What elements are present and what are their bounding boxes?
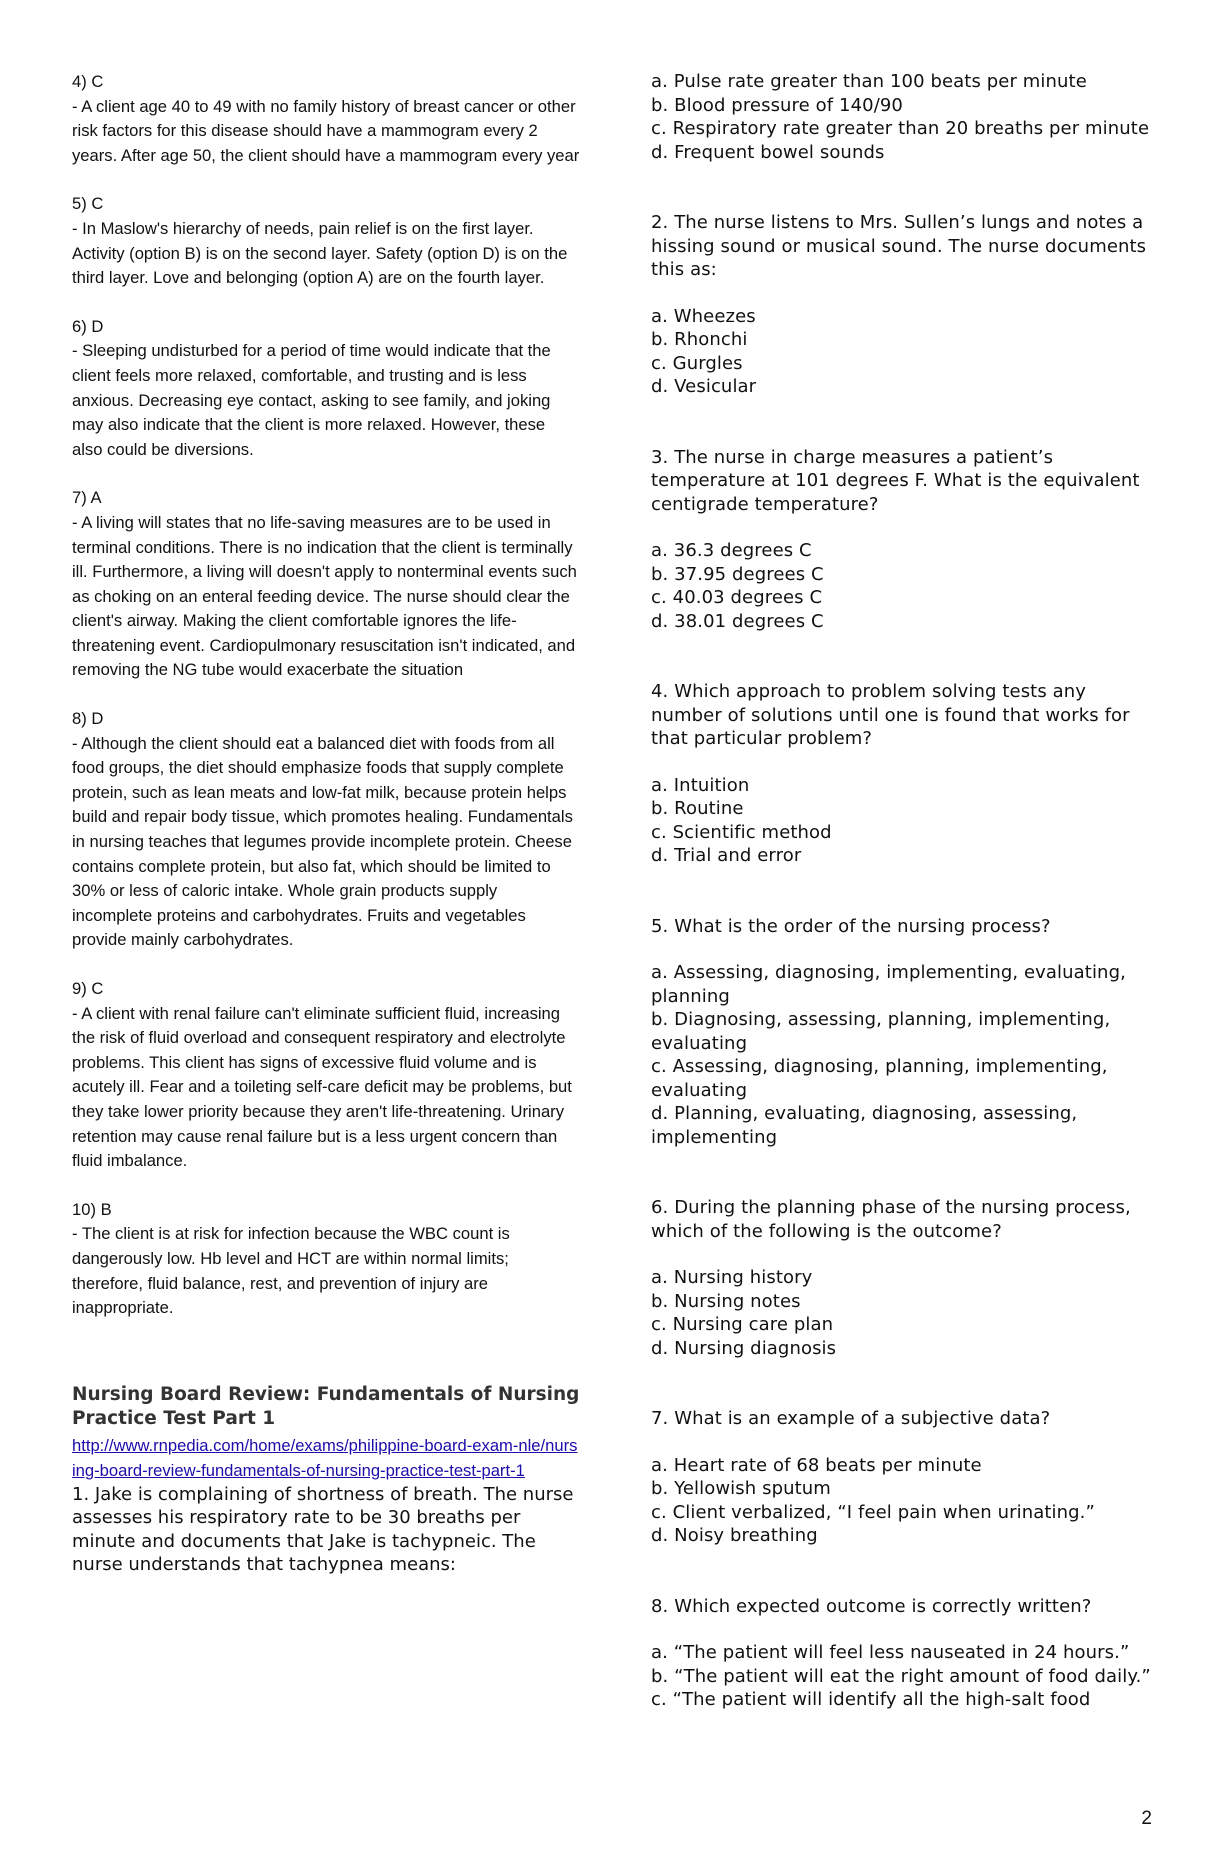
answer-rationale: - Although the client should eat a balanced diet with foods from all food groups, the diet should emphasize foods that supply complete protein, such as lean meats and low-fat milk, because protein helps build and repair body tissue, which promotes healing. Fundamentals in nursing teaches that legumes provide incomplete protein. Cheese contains complete protein, but also fat, which should be limited to 30% or less of caloric intake. Whole grain products supply incomplete proteins and carbohydrates. Fruits and vegetables provide mainly carbohydrates. (72, 733, 573, 950)
answer-rationale: - The client is at risk for infection because the WBC count is dangerously low. Hb level and HCT are within normal limits; therefore, fluid balance, rest, and prevention of injury are inappropriate. (72, 1224, 510, 1318)
answer-4 (72, 70, 580, 168)
answer-rationale: - In Maslow's hierarchy of needs, pain relief is on the first layer. Activity (option B) is on the second layer. Safety (option D) is on the third layer. Love and belonging (option A) are on the fourth layer. (72, 218, 568, 288)
section-title: Nursing Board Review: Fundamentals of Nursing Practice Test Part 1 (72, 1383, 580, 1429)
question-4 (651, 680, 1161, 868)
question-text: 6. During the planning phase of the nursing process, which of the following is the outcome? (651, 1197, 1131, 1242)
option: c. Client verbalized, “I feel pain when urinating.” (651, 1501, 1095, 1523)
option: d. Trial and error (651, 845, 802, 866)
question-text: 3. The nurse in charge measures a patient’s temperature at 101 degrees F. What is the equivalent centigrade temperature? (651, 446, 1140, 515)
option: c. Gurgles (651, 352, 743, 374)
answer-rationale: - A client with renal failure can't eliminate sufficient fluid, increasing the risk of fluid overload and consequent respiratory and electrolyte problems. This client has signs of excessive fluid volume and is acutely ill. Fear and a toileting self-care deficit may be problems, but they take lower priority because they aren't life-threatening. Urinary retention may cause renal failure but is a less urgent concern than fluid imbalance. (72, 1003, 572, 1171)
answers-column (72, 70, 580, 1577)
question-5 (651, 915, 1161, 1150)
option: a. Wheezes (651, 305, 756, 327)
answer-5 (72, 192, 580, 290)
option: d. Frequent bowel sounds (651, 141, 885, 163)
answer-label: 4) C (72, 72, 104, 91)
option: c. Assessing, diagnosing, planning, implementing, evaluating (651, 1056, 1108, 1101)
question-text: 5. What is the order of the nursing process? (651, 915, 1051, 937)
answer-label: 6) D (72, 316, 104, 336)
option: b. 37.95 degrees C (651, 563, 824, 585)
question-options (651, 539, 1161, 633)
question-1-options (651, 70, 1161, 164)
option: b. “The patient will eat the right amount of food daily.” (651, 1665, 1151, 1687)
answer-9 (72, 977, 580, 1174)
questions-column (651, 70, 1161, 1759)
option: a. Intuition (651, 774, 750, 796)
answer-6 (72, 315, 580, 463)
source-link[interactable]: http://www.rnpedia.com/home/exams/philippine-board-exam-nle/nursing-board-review-fundamentals-of-nursing-practice-test-part-1 (72, 1435, 578, 1480)
answer-rationale: - Sleeping undisturbed for a period of time would indicate that the client feels more relaxed, comfortable, and trusting and is less anxious. Decreasing eye contact, asking to see family, and joking may also indicate that the client is more relaxed. However, these also could be diversions. (72, 341, 551, 459)
option: b. Nursing notes (651, 1290, 801, 1312)
option: c. Nursing care plan (651, 1314, 834, 1335)
answer-label: 5) C (72, 194, 104, 214)
option: c. 40.03 degrees C (651, 587, 823, 608)
question-6 (651, 1196, 1161, 1360)
option: d. Planning, evaluating, diagnosing, assessing, implementing (651, 1103, 1078, 1148)
option: c. “The patient will identify all the high-salt food (651, 1689, 1091, 1710)
option: a. 36.3 degrees C (651, 540, 812, 561)
question-text: 2. The nurse listens to Mrs. Sullen’s lungs and notes a hissing sound or musical sound. The nurse documents this as: (651, 212, 1147, 280)
answer-8 (72, 707, 580, 953)
option: c. Scientific method (651, 821, 832, 843)
option: b. Diagnosing, assessing, planning, implementing, evaluating (651, 1009, 1111, 1054)
option: d. 38.01 degrees C (651, 610, 824, 632)
answer-7 (72, 486, 580, 683)
question-1-options-block (651, 70, 1161, 164)
question-7 (651, 1407, 1161, 1548)
answer-label: 7) A (72, 488, 102, 508)
answer-label: 9) C (72, 979, 104, 998)
option: a. “The patient will feel less nauseated in 24 hours.” (651, 1642, 1130, 1663)
question-options (651, 1454, 1161, 1548)
question-options (651, 961, 1161, 1149)
question-8 (651, 1595, 1161, 1712)
question-1-text: 1. Jake is complaining of shortness of breath. The nurse assesses his respiratory rate to be 30 breaths per minute and documents that Jake is tachypneic. The nurse understands that tachypnea means: (72, 1483, 574, 1576)
answer-label: 10) B (72, 1199, 112, 1219)
answer-rationale: - A client age 40 to 49 with no family history of breast cancer or other risk factors for this disease should have a mammogram every 2 years. After age 50, the client should have a mammogram every year (72, 96, 580, 165)
question-text: 7. What is an example of a subjective data? (651, 1408, 1051, 1429)
option: d. Vesicular (651, 376, 757, 397)
question-options (651, 305, 1161, 399)
option: d. Nursing diagnosis (651, 1337, 837, 1359)
question-2 (651, 211, 1161, 399)
option: a. Assessing, diagnosing, implementing, evaluating, planning (651, 962, 1126, 1007)
question-options (651, 1266, 1161, 1360)
option: d. Noisy breathing (651, 1525, 818, 1546)
answer-label: 8) D (72, 709, 104, 729)
question-3 (651, 446, 1161, 634)
option: b. Rhonchi (651, 329, 748, 350)
answer-10 (72, 1198, 580, 1321)
question-options (651, 1641, 1161, 1712)
option: b. Blood pressure of 140/90 (651, 94, 903, 116)
option: b. Routine (651, 798, 744, 819)
page-number: 2 (1141, 1808, 1152, 1829)
option: b. Yellowish sputum (651, 1478, 831, 1499)
option: a. Heart rate of 68 beats per minute (651, 1454, 982, 1476)
question-options (651, 774, 1161, 868)
option: c. Respiratory rate greater than 20 breaths per minute (651, 118, 1150, 139)
question-text: 4. Which approach to problem solving tests any number of solutions until one is found that works for that particular problem? (651, 681, 1130, 749)
answer-rationale: - A living will states that no life-saving measures are to be used in terminal conditions. There is no indication that the client is terminally ill. Furthermore, a living will doesn't apply to nonterminal events such as choking on an enteral feeding device. The nurse should clear the client's airway. Making the client comfortable ignores the life-threatening event. Cardiopulmonary resuscitation isn't indicated, and removing the NG tube would exacerbate the situation (72, 512, 577, 680)
option: a. Pulse rate greater than 100 beats per minute (651, 71, 1087, 92)
question-text: 8. Which expected outcome is correctly written? (651, 1595, 1092, 1617)
option: a. Nursing history (651, 1267, 813, 1288)
